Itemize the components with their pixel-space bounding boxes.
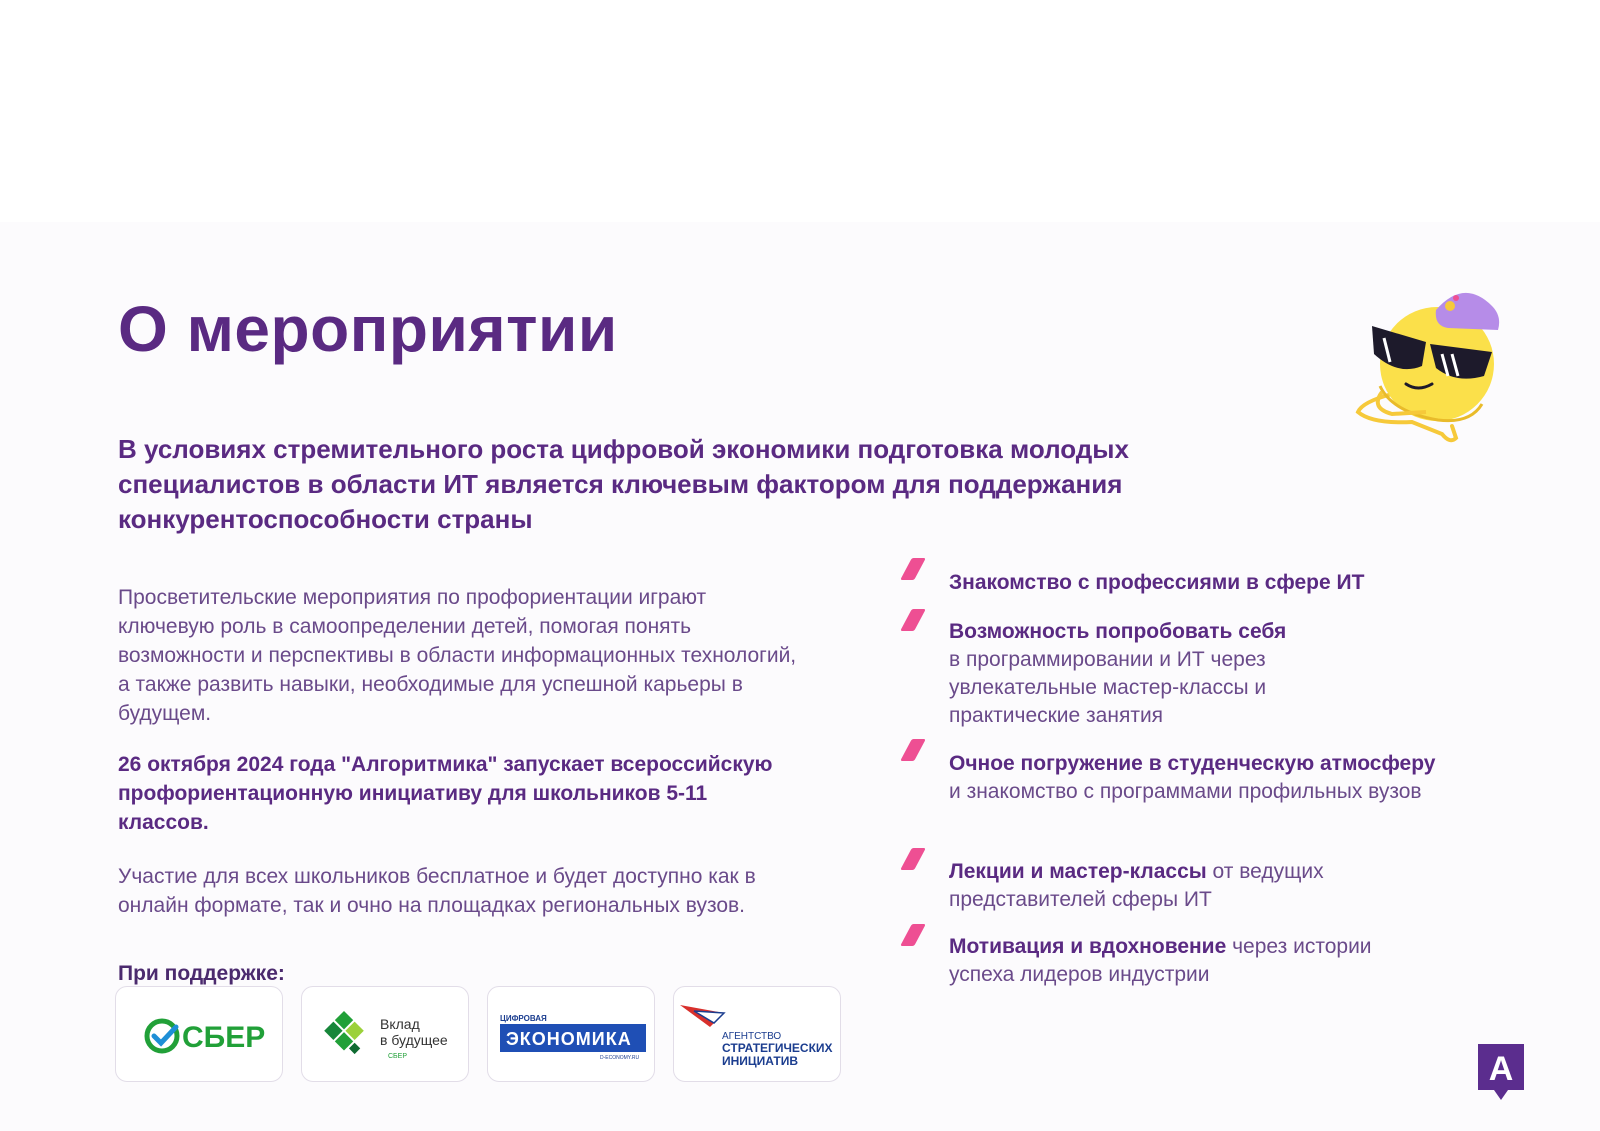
svg-text:СБЕР: СБЕР (182, 1021, 266, 1054)
vklad-logo (302, 987, 469, 1082)
svg-text:СБЕР: СБЕР (388, 1053, 407, 1060)
page-title: О мероприятии (118, 293, 618, 365)
svg-text:ЭКОНОМИКА: ЭКОНОМИКА (506, 1029, 632, 1049)
asi-logo-card (673, 986, 841, 1082)
participation-paragraph: Участие для всех школьников бесплатное и будет доступно как в онлайн формате, так и очно на площадках региональных вузов. (118, 865, 756, 917)
sber-logo-card (115, 986, 283, 1082)
announcement-paragraph: 26 октября 2024 года "Алгоритмика" запускает всероссийскую профориентационную инициативу для школьников 5-11 классов. (118, 753, 773, 834)
svg-text:ИНИЦИАТИВ: ИНИЦИАТИВ (722, 1054, 798, 1068)
lead-paragraph: В условиях стремительного роста цифровой экономики подготовка молодых специалистов в области ИТ является ключевым фактором для поддержания конкурентоспособности страны (118, 434, 1129, 534)
asi-logo (674, 987, 841, 1082)
svg-text:СТРАТЕГИЧЕСКИХ: СТРАТЕГИЧЕСКИХ (722, 1041, 833, 1055)
svg-text:Вклад: Вклад (380, 1016, 420, 1032)
intro-paragraph: Просветительские мероприятия по профориентации играют ключевую роль в самоопределении детей, помогая понять возможности и перспективы в области информационных технологий, а также развить навыки, необходимые для успешной карьеры в будущем. (118, 586, 797, 725)
mascot-sunglasses-icon (1352, 284, 1522, 464)
feature-title: Лекции и мастер-классы (949, 860, 1207, 883)
svg-text:ЦИФРОВАЯ: ЦИФРОВАЯ (500, 1014, 547, 1023)
svg-text:A: A (1488, 1050, 1514, 1088)
feature-title: Мотивация и вдохновение (949, 935, 1227, 958)
sber-logo (116, 987, 283, 1082)
svg-text:АГЕНТСТВО: АГЕНТСТВО (722, 1031, 782, 1042)
feature-description: в программировании и ИТ через увлекательные мастер-классы и практические занятия (949, 648, 1267, 727)
feature-description: от ведущих представителей сферы ИТ (949, 860, 1324, 911)
feature-title: Возможность попробовать себя (949, 620, 1287, 643)
support-label: При поддержке: (118, 962, 285, 985)
svg-text:D-ECONOMY.RU: D-ECONOMY.RU (600, 1055, 640, 1061)
digital-economy-logo-card (487, 986, 655, 1082)
brand-logo-icon (1478, 1044, 1524, 1102)
feature-description: и знакомство с программами профильных вузов (949, 780, 1422, 803)
feature-title: Знакомство с профессиями в сфере ИТ (949, 571, 1365, 594)
svg-text:в будущее: в будущее (380, 1032, 448, 1048)
feature-title: Очное погружение в студенческую атмосферу (949, 752, 1436, 775)
digital-economy-logo (488, 987, 655, 1082)
feature-description: через истории успеха лидеров индустрии (949, 935, 1372, 986)
vklad-logo-card (301, 986, 469, 1082)
